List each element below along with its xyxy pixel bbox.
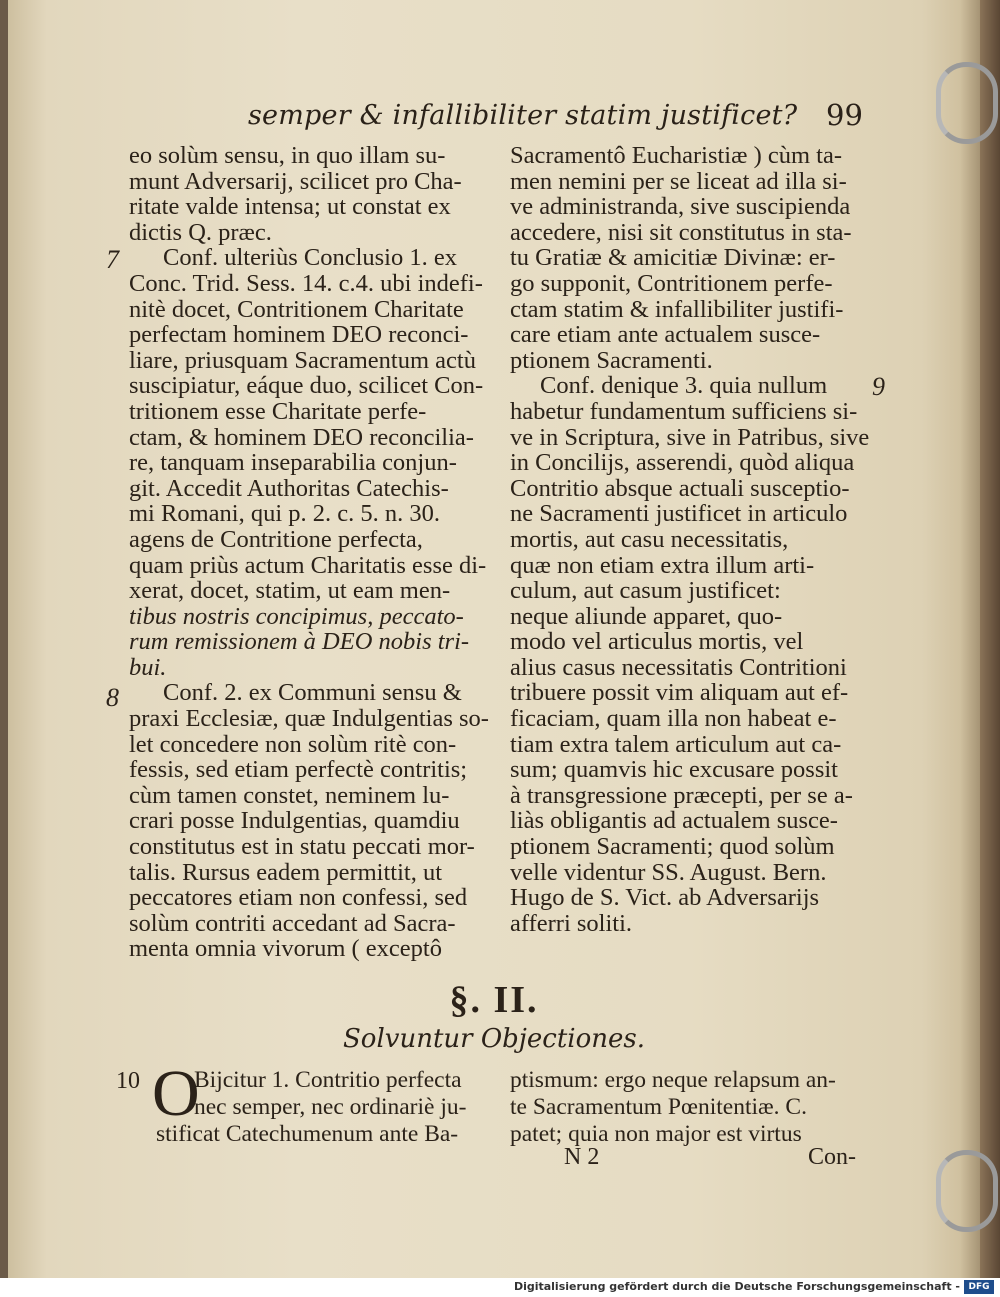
text-line: ve in Scriptura, sive in Patribus, sive — [510, 423, 870, 451]
text-line: neque aliunde apparet, quo- — [510, 602, 783, 630]
catchword: Con- — [808, 1144, 856, 1170]
text-line: in Concilijs, asserendi, quòd aliqua — [510, 449, 855, 477]
text-line: quam priùs actum Charitatis esse di- — [129, 551, 487, 579]
margin-number: 10 — [116, 1068, 140, 1094]
text-line: afferri soliti. — [510, 909, 633, 937]
text-line: suscipiatur, eáque duo, scilicet Con- — [129, 372, 484, 400]
text-line: let concedere non solùm ritè con- — [129, 730, 457, 758]
objection-left-column — [156, 1067, 486, 1148]
text-line: stificat Catechumenum ante Ba- — [156, 1121, 459, 1147]
text-line: quæ non etiam extra illum arti- — [510, 551, 815, 579]
paper-clip-icon — [936, 1150, 998, 1232]
text-line: ve administranda, sive suscipienda — [510, 193, 851, 221]
text-line: alius casus necessitatis Contritioni — [510, 653, 847, 681]
text-line: à transgressione præcepti, per se a- — [510, 781, 853, 809]
text-line: xerat, docet, statim, ut eam men- — [129, 577, 451, 605]
text-line: mi Romani, qui p. 2. c. 5. n. 30. — [129, 500, 440, 528]
text-line: Bijcitur 1. Contritio perfecta — [194, 1067, 462, 1093]
text-line: tiam extra talem articulum aut ca- — [510, 730, 842, 758]
dfg-logo[interactable]: DFG — [964, 1280, 994, 1294]
text-line: Conc. Trid. Sess. 14. c.4. ubi indefi- — [129, 269, 483, 297]
page-number: 99 — [826, 98, 863, 132]
text-line: ptionem Sacramenti; quod solùm — [510, 833, 835, 861]
text-line: tritionem esse Charitate perfe- — [129, 397, 427, 425]
text-line: ptionem Sacramenti. — [510, 346, 713, 374]
text-line: tu Gratiæ & amicitiæ Divinæ: er- — [510, 244, 836, 272]
text-line: Hugo de S. Vict. ab Adversarijs — [510, 884, 820, 912]
text-line: liàs obligantis ad actualem susce- — [510, 807, 838, 835]
text-line: solùm contriti accedant ad Sacra- — [129, 909, 456, 937]
text-line: agens de Contritione perfecta, — [129, 525, 423, 553]
text-line: velle videntur SS. August. Bern. — [510, 858, 827, 886]
text-line: ficaciam, quam illa non habeat e- — [510, 705, 837, 733]
text-line: bui. — [129, 653, 167, 681]
text-line: Contritio absque actuali susceptio- — [510, 474, 850, 502]
running-head: semper & infallibiliter statim justificet? — [248, 100, 798, 131]
text-line: praxi Ecclesiæ, quæ Indulgentias so- — [129, 705, 489, 733]
text-line: constitutus est in statu peccati mor- — [129, 833, 475, 861]
text-line: sum; quamvis hic excusare possit — [510, 756, 838, 784]
text-line: habetur fundamentum sufficiens si- — [510, 397, 858, 425]
section-title: §. II. — [449, 979, 539, 1021]
credit-bar — [0, 1278, 1000, 1297]
text-line: cùm tamen constet, neminem lu- — [129, 781, 450, 809]
text-line: talis. Rursus eadem permittit, ut — [129, 858, 443, 886]
margin-number: 7 — [106, 245, 119, 274]
text-line: perfectam hominem DEO reconci- — [129, 321, 469, 349]
paper-clip-icon — [936, 62, 998, 144]
text-line: go supponit, Contritionem perfe- — [510, 269, 833, 297]
text-line: Conf. denique 3. quia nullum — [540, 372, 828, 400]
text-line: ne Sacramenti justificet in articulo — [510, 500, 848, 528]
objection-right-column — [510, 1067, 870, 1148]
section-subtitle: Solvuntur Objectiones. — [343, 1024, 645, 1054]
text-line: dictis Q. præc. — [129, 218, 272, 246]
text-line: culum, aut casum justificet: — [510, 577, 781, 605]
margin-number: 9 — [872, 372, 885, 401]
margin-number: 8 — [106, 683, 119, 712]
text-line: te Sacramentum Pœnitentiæ. C. — [510, 1094, 807, 1120]
page-fold-shadow — [960, 0, 980, 1278]
text-line: men nemini per se liceat ad illa si- — [510, 167, 847, 195]
text-line: ctam statim & infallibiliter justifi- — [510, 295, 844, 323]
text-line: Sacramentô Eucharistiæ ) cùm ta- — [510, 142, 842, 169]
text-line: menta omnia vivorum ( exceptô — [129, 935, 442, 963]
text-line: nec semper, nec ordinariè ju- — [194, 1094, 467, 1120]
credit-text: Digitalisierung gefördert durch die Deutsche Forschungsgemeinschaft - — [513, 1280, 960, 1293]
text-line: rum remissionem à DEO nobis tri- — [129, 628, 470, 656]
text-line: Conf. 2. ex Communi sensu & — [163, 679, 462, 707]
text-line: ritate valde intensa; ut constat ex — [129, 193, 451, 221]
text-line: peccatores etiam non confessi, sed — [129, 884, 468, 912]
book-edge — [980, 0, 1000, 1278]
text-line: accedere, nisi sit constitutus in sta- — [510, 218, 852, 246]
text-line: modo vel articulus mortis, vel — [510, 628, 804, 656]
text-line: liare, priusquam Sacramentum actù — [129, 346, 476, 374]
text-line: patet; quia non major est virtus — [510, 1121, 802, 1147]
text-line: crari posse Indulgentias, quamdiu — [129, 807, 460, 835]
text-line: re, tanquam inseparabilia conjun- — [129, 449, 457, 477]
text-line: mortis, aut casu necessitatis, — [510, 525, 789, 553]
text-line: ctam, & hominem DEO reconcilia- — [129, 423, 474, 451]
left-text-column — [129, 143, 499, 962]
text-line: eo solùm sensu, in quo illam su- — [129, 142, 446, 169]
text-line: munt Adversarij, scilicet pro Cha- — [129, 167, 462, 195]
text-line: git. Accedit Authoritas Catechis- — [129, 474, 449, 502]
text-line: tribuere possit vim aliquam aut ef- — [510, 679, 849, 707]
text-line: nitè docet, Contritionem Charitate — [129, 295, 464, 323]
text-line: fessis, sed etiam perfectè contritis; — [129, 756, 468, 784]
text-line: care etiam ante actualem susce- — [510, 321, 821, 349]
text-line: tibus nostris concipimus, peccato- — [129, 602, 464, 630]
signature-mark: N 2 — [564, 1144, 600, 1170]
right-text-column — [510, 143, 870, 936]
drop-cap: O — [152, 1057, 200, 1130]
text-line: ptismum: ergo neque relapsum an- — [510, 1067, 836, 1093]
text-line: Conf. ulteriùs Conclusio 1. ex — [163, 244, 457, 272]
book-page — [8, 0, 980, 1278]
